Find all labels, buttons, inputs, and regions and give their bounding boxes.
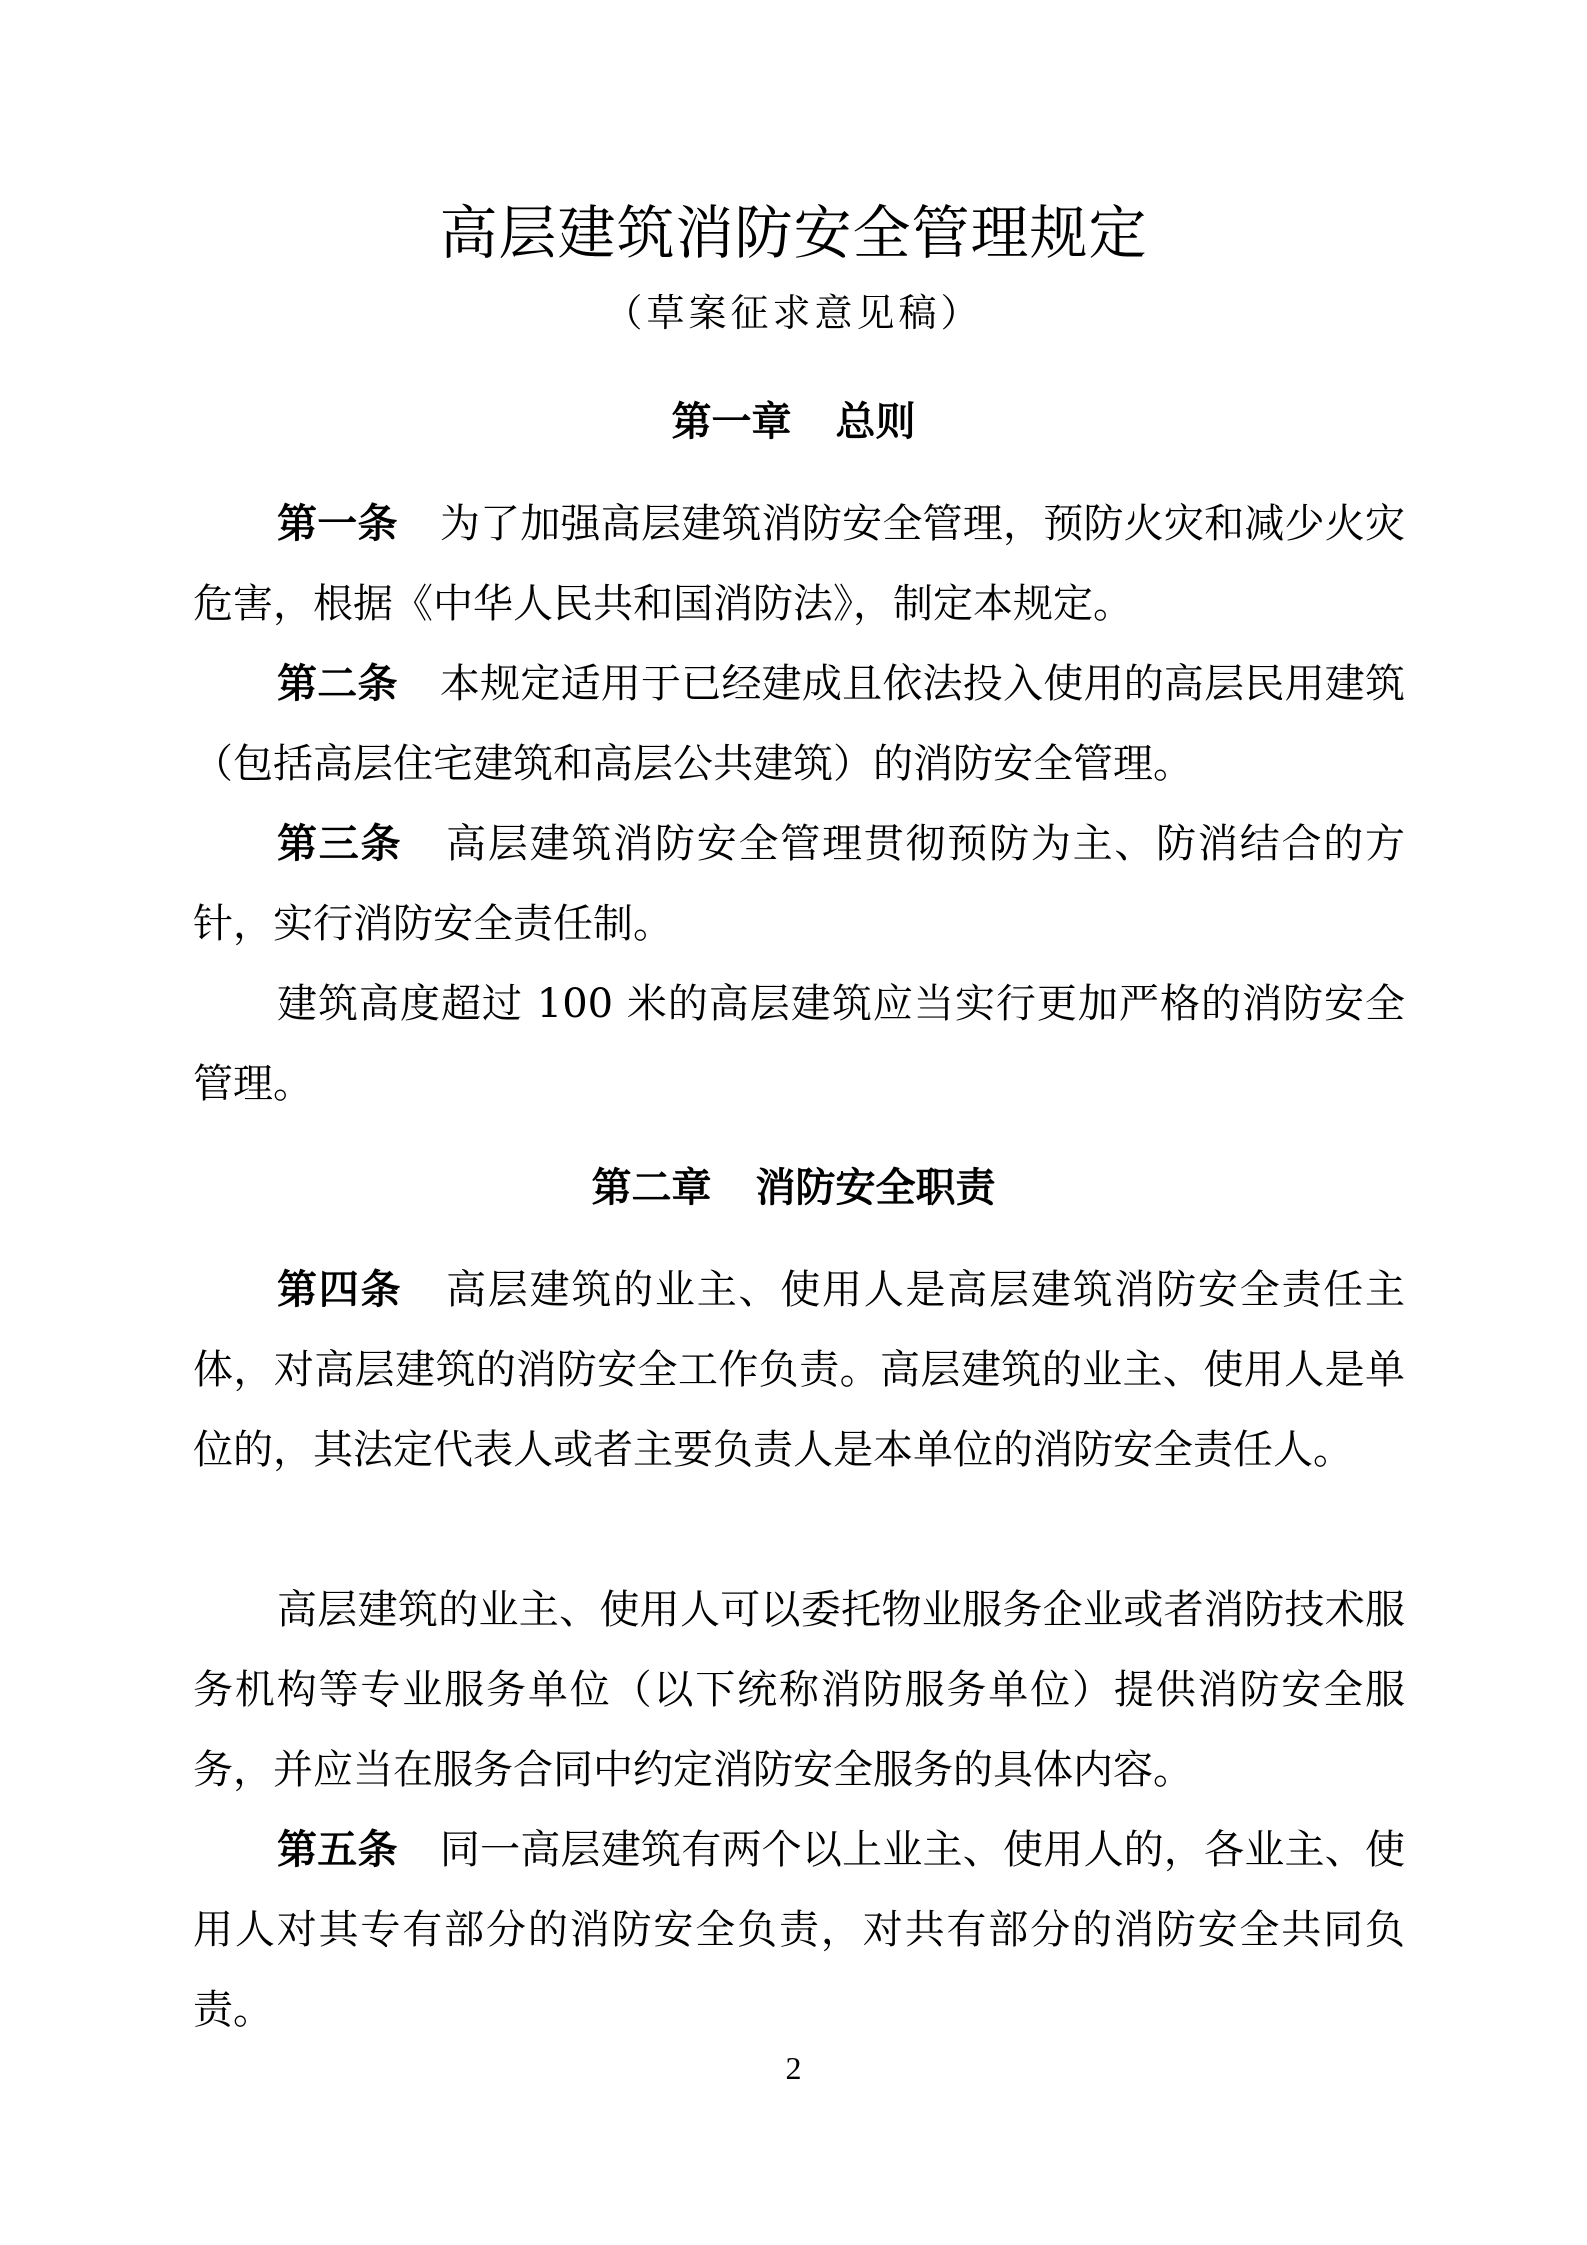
article-paragraph <box>193 804 1405 964</box>
document-title: 高层建筑消防安全管理规定 <box>439 199 1148 267</box>
page-number: 2 <box>785 2050 802 2086</box>
article-number: 第一条 <box>277 501 398 547</box>
article-text: 为了加强高层建筑消防安全管理，预防火灾和减少火灾危害，根据《中华人民共和国消防法》，制定本规定。 <box>193 501 1406 627</box>
chapter-title: 总则 <box>835 399 916 445</box>
chapter-heading <box>0 396 1587 448</box>
paragraph-text: 建筑高度超过 100 米的高层建筑应当实行更加严格的消防安全管理。 <box>193 981 1405 1107</box>
chapter-heading <box>0 1162 1587 1214</box>
article-paragraph <box>193 1810 1405 2050</box>
article-number: 第三条 <box>277 821 403 867</box>
chapter-number: 第一章 <box>671 399 792 445</box>
chapter-title: 消防安全职责 <box>755 1165 996 1211</box>
article-text: 本规定适用于已经建成且依法投入使用的高层民用建筑（包括高层住宅建筑和高层公共建筑）的消防安全管理。 <box>193 661 1406 787</box>
chapter-number: 第二章 <box>591 1165 712 1211</box>
article-text: 同一高层建筑有两个以上业主、使用人的，各业主、使用人对其专有部分的消防安全负责，对共有部分的消防安全共同负责。 <box>193 1827 1406 2033</box>
article-text: 高层建筑消防安全管理贯彻预防为主、防消结合的方针，实行消防安全责任制。 <box>193 821 1406 947</box>
body-paragraph <box>193 964 1405 1124</box>
article-paragraph <box>193 1250 1405 1490</box>
article-paragraph <box>193 484 1405 644</box>
article-text: 高层建筑的业主、使用人是高层建筑消防安全责任主体，对高层建筑的消防安全工作负责。高层建筑的业主、使用人是单位的，其法定代表人或者主要负责人是本单位的消防安全责任人。 <box>193 1267 1406 1473</box>
document-subtitle: （草案征求意见稿） <box>604 291 983 335</box>
article-paragraph <box>193 644 1405 804</box>
body-paragraph <box>193 1570 1405 1810</box>
article-number: 第四条 <box>277 1267 403 1313</box>
article-number: 第二条 <box>277 661 398 707</box>
paragraph-text: 高层建筑的业主、使用人可以委托物业服务企业或者消防技术服务机构等专业服务单位（以下统称消防服务单位）提供消防安全服务，并应当在服务合同中约定消防安全服务的具体内容。 <box>193 1587 1405 1793</box>
article-number: 第五条 <box>277 1827 398 1873</box>
